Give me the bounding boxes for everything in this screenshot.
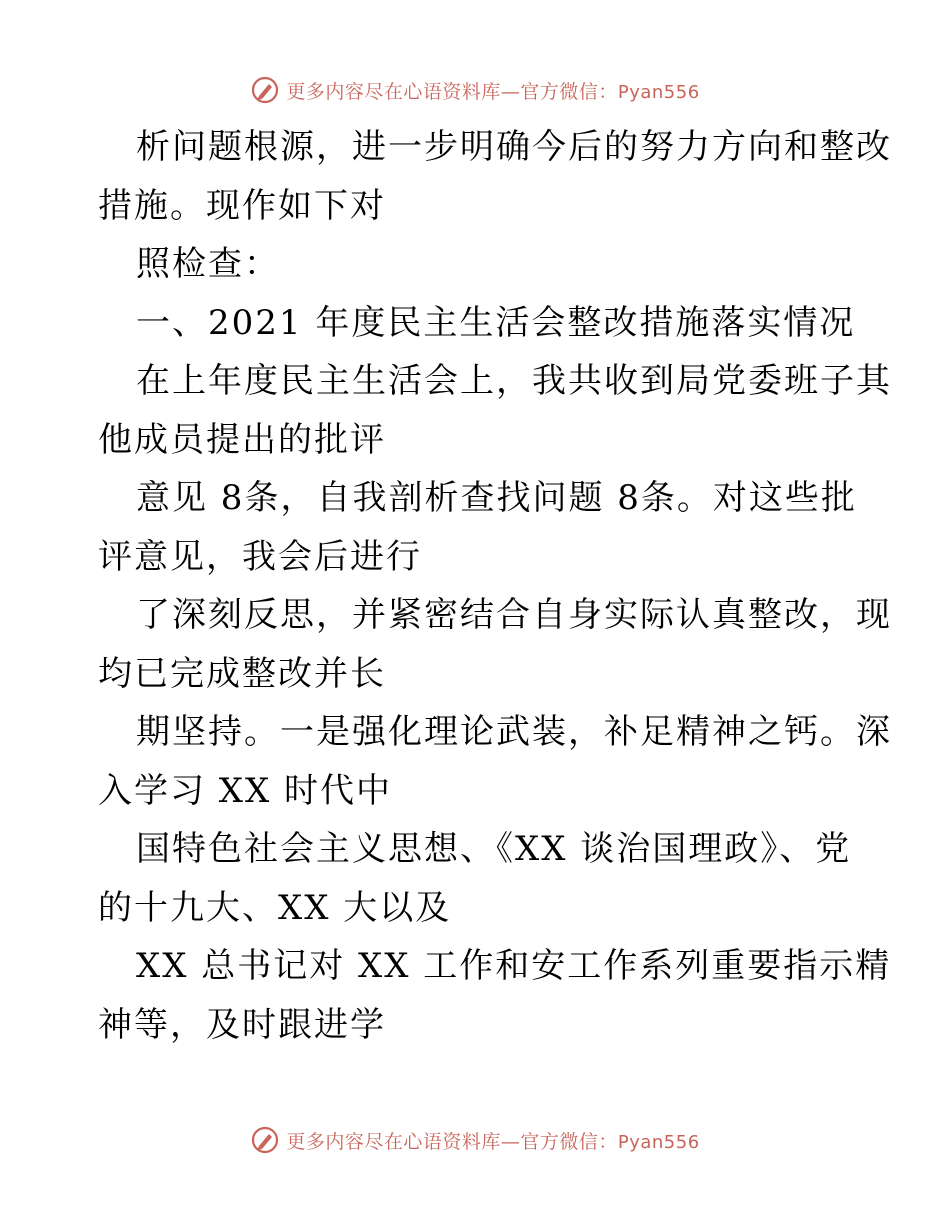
body-line: 神等，及时跟进学 bbox=[98, 1004, 386, 1045]
document-body bbox=[98, 118, 892, 1054]
body-line: 照检查： bbox=[136, 244, 280, 284]
pen-nib-logo-icon bbox=[250, 1125, 280, 1155]
section-heading: 一、2021 年度民主生活会整改措施落实情况 bbox=[136, 302, 856, 343]
body-line: 意见 8条，自我剖析查找问题 8条。对这些批 bbox=[136, 478, 857, 518]
body-line: 入学习 XX 时代中 bbox=[98, 770, 393, 811]
body-line: XX 总书记对 XX 工作和安工作系列重要指示精 bbox=[136, 946, 892, 986]
body-line: 评意见，我会后进行 bbox=[98, 536, 422, 577]
body-line: 他成员提出的批评 bbox=[98, 419, 386, 460]
body-line: 均已完成整改并长 bbox=[98, 653, 386, 694]
body-line: 在上年度民主生活会上，我共收到局党委班子其 bbox=[136, 361, 892, 401]
pen-nib-logo-icon bbox=[250, 75, 280, 105]
footer-watermark-banner bbox=[0, 1120, 950, 1160]
body-line: 析问题根源，进一步明确今后的努力方向和整改 bbox=[136, 127, 892, 167]
body-line: 国特色社会主义思想、《XX 谈治国理政》、党 bbox=[136, 829, 852, 869]
body-line: 措施。现作如下对 bbox=[98, 185, 386, 226]
header-watermark-banner bbox=[0, 70, 950, 110]
header-watermark-text: 更多内容尽在心语资料库—官方微信： bbox=[286, 80, 618, 103]
body-line: 的十九大、XX 大以及 bbox=[98, 887, 452, 928]
footer-wechat-id: Pyan556 bbox=[617, 1131, 700, 1153]
footer-watermark-text: 更多内容尽在心语资料库—官方微信： bbox=[286, 1130, 618, 1153]
header-wechat-id: Pyan556 bbox=[617, 81, 700, 103]
body-line: 了深刻反思，并紧密结合自身实际认真整改，现 bbox=[136, 595, 892, 635]
body-line: 期坚持。一是强化理论武装，补足精神之钙。深 bbox=[136, 712, 892, 752]
